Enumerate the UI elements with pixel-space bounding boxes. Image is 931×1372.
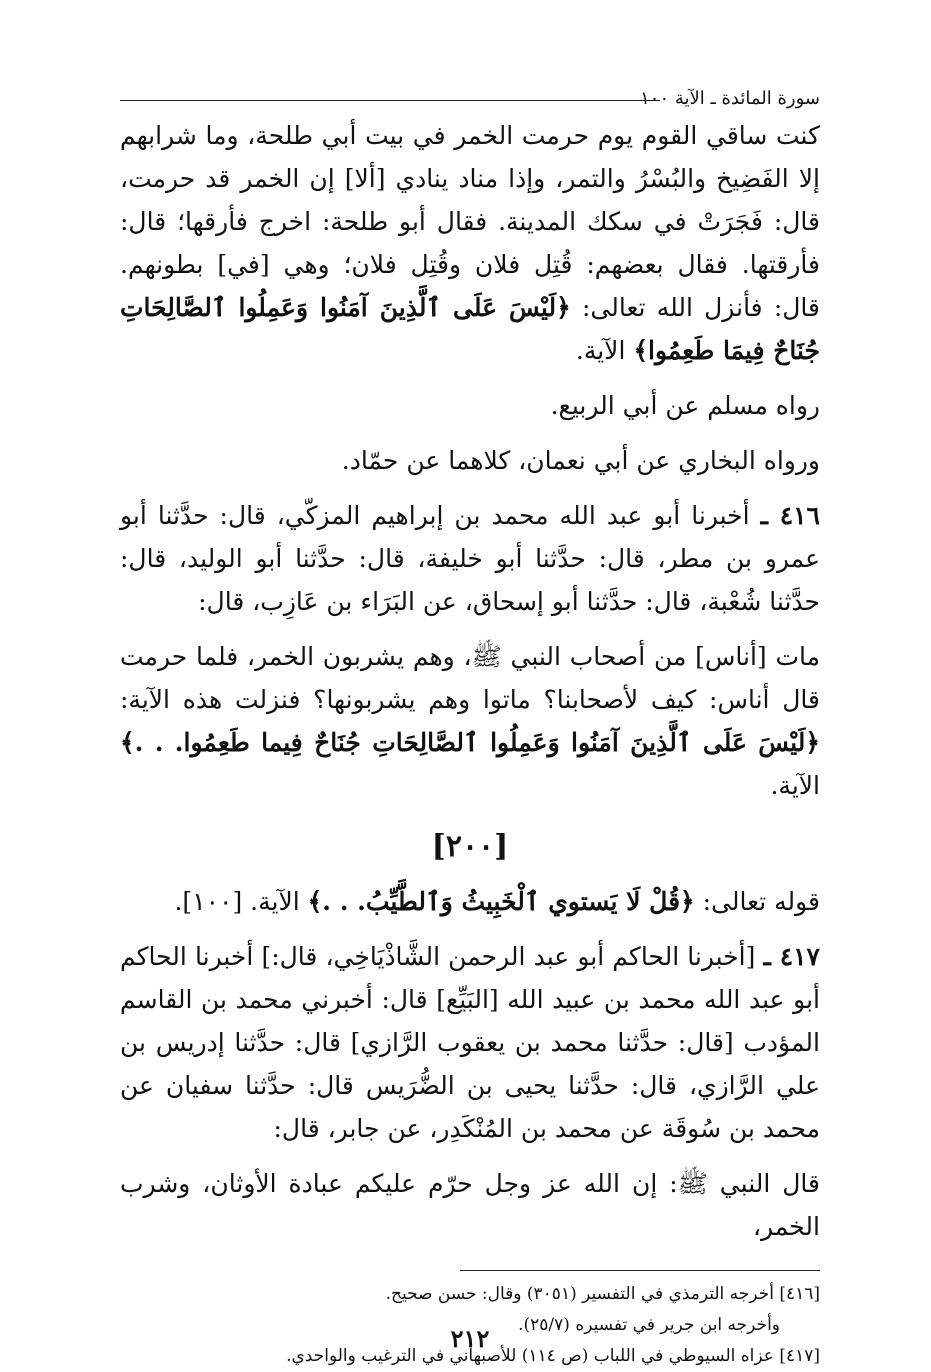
paragraph-text: أخبرنا أبو عبد الله محمد بن إبراهيم المزكّي، قال: حدَّثنا أبو عمرو بن مطر، قال: حدَّثنا أبو خليفة، قال: حدَّثنا أبو الوليد، قال: حدَّثنا شُعْبة، قال: حدَّثنا أبو إسحاق، عن البَرَاء بن عَازِب، قال: xyxy=(120,501,820,616)
quran-verse: ﴿لَيْسَ عَلَى ٱلَّذِينَ آمَنُوا وَعَمِلُوا ٱلصَّالِحَاتِ جُنَاحٌ فِيمَا طَعِمُوا﴾ xyxy=(120,293,820,365)
paragraph-tail: الآية. xyxy=(770,771,820,800)
page-number: ٢١٢ xyxy=(450,1324,490,1353)
paragraph-hadith-415-text xyxy=(120,114,820,372)
paragraph-text: قوله تعالى: xyxy=(694,887,820,916)
running-header-title: سورة المائدة ـ الآية ١٠٠ xyxy=(640,88,820,109)
paragraph-tail: الآية. xyxy=(575,336,634,365)
paragraph-hadith-417-text: قال النبي ﷺ: إن الله عز وجل حرّم عليكم عبادة الأوثان، وشرب الخمر، xyxy=(120,1169,820,1241)
quran-verse: ﴿قُلْ لَا يَستوي ٱلْخَبِيثُ وَٱلطَّيِّبُ. . .﴾ xyxy=(307,887,695,916)
paragraph-verse-intro xyxy=(120,880,820,923)
book-page xyxy=(120,80,821,1366)
paragraph-tail: الآية. [١٠٠]. xyxy=(174,887,308,916)
quran-verse: ﴿لَيْسَ عَلَى ٱلَّذِينَ آمَنُوا وَعَمِلُوا ٱلصَّالِحَاتِ جُنَاحٌ فِيما طَعِمُوا. . .﴾ xyxy=(120,728,820,757)
header-rule xyxy=(120,100,660,101)
main-text xyxy=(120,114,820,1248)
footnote-417: [٤١٧] عزاه السيوطي في اللباب (ص ١١٤) للأصبهاني في الترغيب والواحدي. xyxy=(286,1346,820,1366)
section-number: [٢٠٠] xyxy=(431,829,509,864)
footnote-416: [٤١٦] أخرجه الترمذي في التفسير (٣٠٥١) وقال: حسن صحيح. xyxy=(385,1284,820,1304)
paragraph-narration-bukhari: ورواه البخاري عن أبي نعمان، كلاهما عن حمّاد. xyxy=(341,446,820,475)
running-header xyxy=(120,80,820,114)
paragraph-hadith-417-chain xyxy=(120,935,820,1150)
hadith-number: ٤١٦ ـ xyxy=(760,501,820,530)
footnote-416-continued: وأخرجه ابن جرير في تفسيره (٢٥/٧). xyxy=(518,1315,780,1335)
paragraph-narration-muslim: رواه مسلم عن أبي الربيع. xyxy=(550,391,820,420)
footnote-rule xyxy=(460,1270,820,1271)
paragraph-text: [أخبرنا الحاكم أبو عبد الرحمن الشَّاذْيَاخِي، قال:] أخبرنا الحاكم أبو عبد الله محمد بن عبيد الله [البَيِّع] قال: أخبرني محمد بن القاسم المؤدب [قال: حدَّثنا محمد بن يعقوب الرَّازي] قال: حدَّثنا إدريس بن علي الرَّازي، قال: حدَّثنا يحيى بن الضُّرَيس قال: حدَّثنا سفيان عن محمد بن سُوقَة عن محمد بن المُنْكَدِر، عن جابر، قال: xyxy=(120,942,820,1143)
paragraph-text: كنت ساقي القوم يوم حرمت الخمر في بيت أبي طلحة، وما شرابهم إلا الفَضِيخ والبُسْرُ والتمر، وإذا مناد ينادي [ألا] إن الخمر قد حرمت، قال: فَجَرَتْ في سكك المدينة. فقال أبو طلحة: اخرج فأرقها؛ قال: فأرقتها. فقال بعضهم: قُتِل فلان وقُتِل فلان؛ وهي [في] بطونهم. قال: فأنزل الله تعالى: xyxy=(120,121,821,322)
paragraph-hadith-416-chain xyxy=(120,494,820,623)
paragraph-text: مات [أناس] من أصحاب النبي ﷺ، وهم يشربون الخمر، فلما حرمت قال أناس: كيف لأصحابنا؟ ماتوا وهم يشربونها؟ فنزلت هذه الآية: xyxy=(120,642,820,714)
hadith-number: ٤١٧ ـ xyxy=(763,942,820,971)
paragraph-hadith-416-text xyxy=(120,635,820,807)
